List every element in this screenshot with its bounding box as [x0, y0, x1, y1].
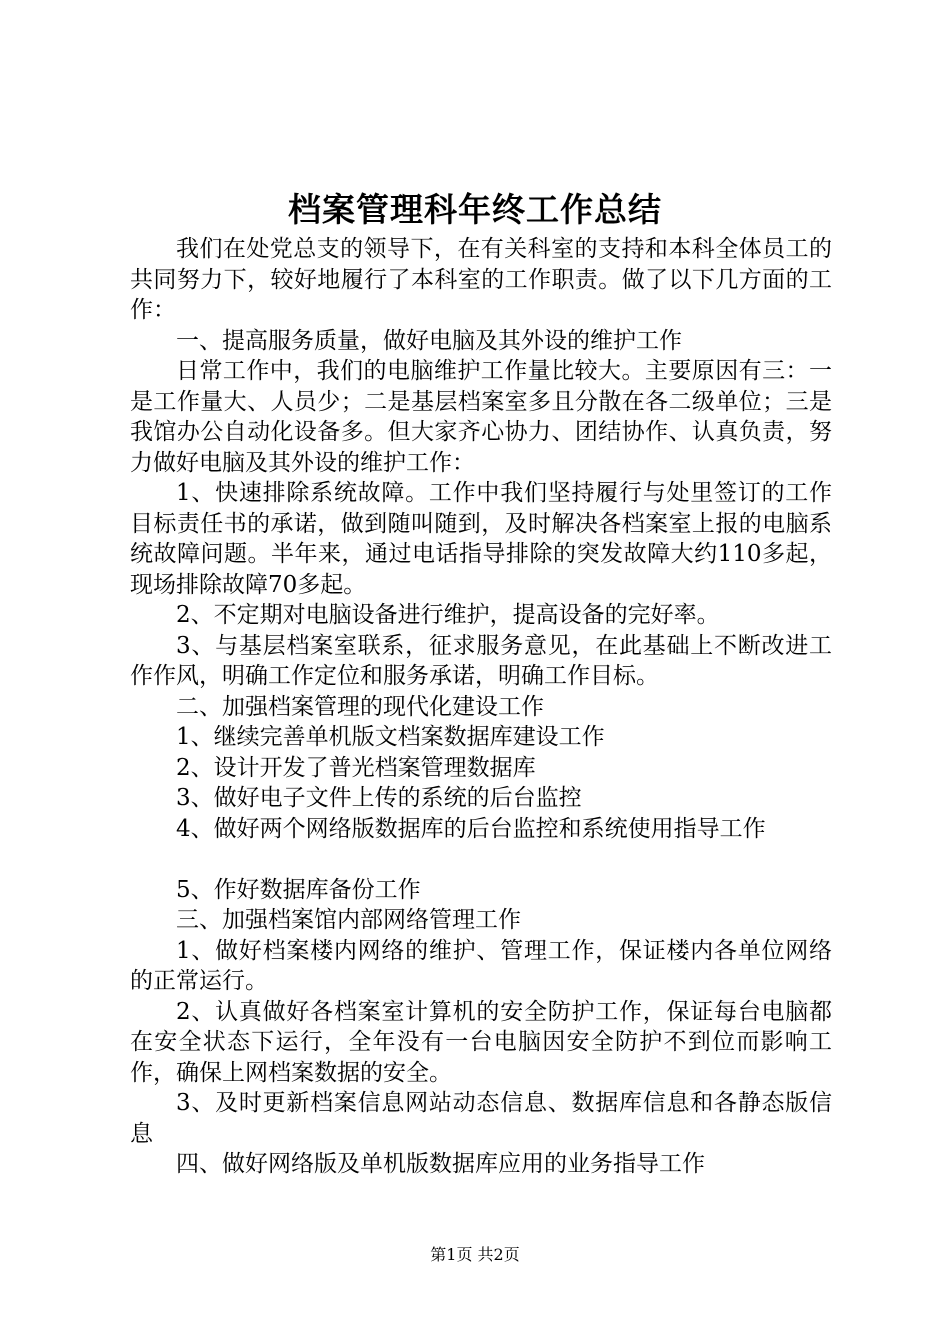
list-item: 3、做好电子文件上传的系统的后台监控 — [176, 785, 582, 811]
list-item: 3、与基层档案室联系，征求服务意见，在此基础上不断改进工作作风，明确工作定位和服务承诺，明确工作目标。 — [130, 632, 832, 689]
paragraph: 日常工作中，我们的电脑维护工作量比较大。主要原因有三：一是工作量大、人员少；二是基层档案室多且分散在各二级单位；三是我馆办公自动化设备多。但大家齐心协力、团结协作、认真负责，努力做好电脑及其外设的维护工作： — [130, 358, 832, 476]
list-item: 1、继续完善单机版文档案数据库建设工作 — [176, 724, 605, 750]
list-item: 2、认真做好各档案室计算机的安全防护工作，保证每台电脑都在安全状态下运行，全年没有一台电脑因安全防护不到位而影响工作，确保上网档案数据的安全。 — [130, 998, 832, 1086]
paragraph-intro: 我们在处党总支的领导下，在有关科室的支持和本科全体员工的共同努力下，较好地履行了本科室的工作职责。做了以下几方面的工作： — [130, 236, 832, 323]
list-item: 5、作好数据库备份工作 — [176, 876, 421, 903]
document-body — [130, 234, 832, 1180]
page-footer: 第1页 共2页 — [430, 1245, 520, 1264]
section-heading-3: 三、加强档案馆内部网络管理工作 — [176, 907, 521, 933]
list-item: 2、不定期对电脑设备进行维护，提高设备的完好率。 — [176, 602, 720, 628]
section-heading-1: 一、提高服务质量，做好电脑及其外设的维护工作 — [176, 327, 682, 354]
document-title: 档案管理科年终工作总结 — [288, 190, 662, 229]
list-item: 2、设计开发了普光档案管理数据库 — [176, 754, 536, 781]
section-heading-2: 二、加强档案管理的现代化建设工作 — [176, 693, 544, 720]
list-item: 3、及时更新档案信息网站动态信息、数据库信息和各静态版信息 — [130, 1090, 832, 1147]
list-item: 1、快速排除系统故障。工作中我们坚持履行与处里签订的工作目标责任书的承诺，做到随叫随到，及时解决各档案室上报的电脑系统故障问题。半年来，通过电话指导排除的突发故障大约110多起，现场排除故障70多起。 — [130, 480, 832, 598]
section-heading-4: 四、做好网络版及单机版数据库应用的业务指导工作 — [176, 1151, 705, 1177]
list-item: 1、做好档案楼内网络的维护、管理工作，保证楼内各单位网络的正常运行。 — [130, 937, 832, 994]
list-item: 4、做好两个网络版数据库的后台监控和系统使用指导工作 — [176, 815, 766, 842]
